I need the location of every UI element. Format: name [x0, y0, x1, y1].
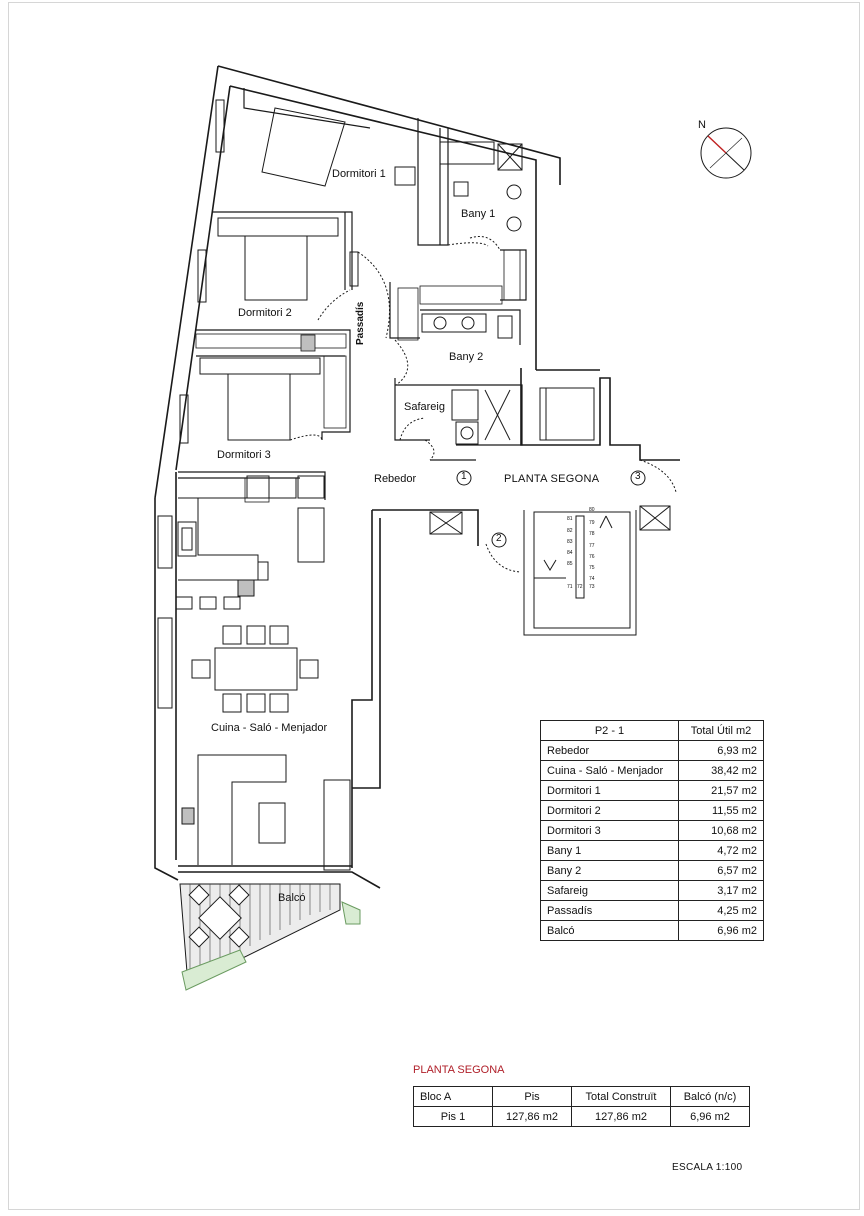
table-row — [541, 861, 764, 881]
bed-dormitori-3 — [200, 358, 322, 440]
label-dormitori-3: Dormitori 3 — [217, 449, 271, 461]
table-header-row — [541, 721, 764, 741]
room-area: 6,96 m2 — [679, 921, 764, 941]
table-cell: 6,96 m2 — [671, 1107, 750, 1127]
table-header-row — [414, 1087, 750, 1107]
table-header-cell: Total Útil m2 — [679, 721, 764, 741]
stair-number: 77 — [589, 543, 595, 549]
room-name: Safareig — [541, 881, 679, 901]
table-row — [541, 761, 764, 781]
label-safareig: Safareig — [404, 401, 445, 413]
table-row — [541, 821, 764, 841]
label-balco: Balcó — [278, 892, 306, 904]
stair-number: 74 — [589, 576, 595, 582]
bany-1-fixtures — [440, 142, 522, 246]
table-header-cell: Pis — [493, 1087, 572, 1107]
summary-table — [413, 1086, 750, 1127]
balcony — [180, 884, 360, 990]
room-area: 21,57 m2 — [679, 781, 764, 801]
stair-number: 76 — [589, 554, 595, 560]
summary-title: PLANTA SEGONA — [413, 1064, 505, 1076]
scale-label: ESCALA 1:100 — [672, 1162, 743, 1173]
room-area: 6,93 m2 — [679, 741, 764, 761]
table-cell: 127,86 m2 — [572, 1107, 671, 1127]
stair-number: 80 — [589, 507, 595, 513]
safareig-fixtures — [400, 390, 510, 444]
table-row — [541, 741, 764, 761]
table-header-cell: Balcó (n/c) — [671, 1087, 750, 1107]
label-passadis: Passadís — [355, 301, 366, 345]
room-area: 11,55 m2 — [679, 801, 764, 821]
stair-number: 73 — [589, 584, 595, 590]
areas-table — [540, 720, 764, 941]
north-compass-icon — [701, 128, 751, 178]
label-planta-segona: PLANTA SEGONA — [504, 473, 600, 485]
lift — [540, 388, 594, 440]
room-area: 38,42 m2 — [679, 761, 764, 781]
room-area: 3,17 m2 — [679, 881, 764, 901]
label-rebedor: Rebedor — [374, 473, 417, 485]
stair-number: 78 — [589, 531, 595, 537]
table-cell: Pis 1 — [414, 1107, 493, 1127]
room-area: 4,25 m2 — [679, 901, 764, 921]
room-name: Dormitori 3 — [541, 821, 679, 841]
room-name: Dormitori 2 — [541, 801, 679, 821]
bany-2-fixtures — [395, 314, 512, 385]
room-name: Balcó — [541, 921, 679, 941]
stair-number: 85 — [567, 561, 573, 567]
room-name: Cuina - Saló - Menjador — [541, 761, 679, 781]
stair-number: 71 — [567, 584, 573, 590]
table-row — [541, 841, 764, 861]
interior-walls — [178, 88, 526, 500]
marker-3: 3 — [635, 471, 641, 482]
table-row — [541, 801, 764, 821]
room-area: 10,68 m2 — [679, 821, 764, 841]
stair-number: 81 — [567, 516, 573, 522]
room-name: Bany 1 — [541, 841, 679, 861]
table-row — [541, 781, 764, 801]
stair-number: 79 — [589, 520, 595, 526]
label-dormitori-1: Dormitori 1 — [332, 168, 386, 180]
north-label: N — [698, 119, 706, 131]
stairwell — [425, 440, 676, 635]
room-name: Bany 2 — [541, 861, 679, 881]
kitchen — [176, 476, 324, 609]
stair-number: 83 — [567, 539, 573, 545]
dining-table — [192, 626, 318, 712]
marker-1: 1 — [461, 471, 467, 482]
marker-2: 2 — [496, 533, 502, 544]
label-bany-2: Bany 2 — [449, 351, 484, 363]
living-sofa — [182, 755, 286, 865]
table-header-cell: Total Construït — [572, 1087, 671, 1107]
label-dormitori-2: Dormitori 2 — [238, 307, 292, 319]
stair-number: 75 — [589, 565, 595, 571]
table-row — [414, 1107, 750, 1127]
table-header-cell: P2 - 1 — [541, 721, 679, 741]
stair-number: 82 — [567, 528, 573, 534]
label-bany-1: Bany 1 — [461, 208, 496, 220]
room-area: 4,72 m2 — [679, 841, 764, 861]
stair-number: 84 — [567, 550, 573, 556]
label-cuina-salo-menjador: Cuina - Saló - Menjador — [211, 722, 328, 734]
table-row — [541, 881, 764, 901]
table-row — [541, 921, 764, 941]
table-header-cell: Bloc A — [414, 1087, 493, 1107]
stair-number: 72 — [577, 584, 583, 590]
table-row — [541, 901, 764, 921]
room-name: Passadís — [541, 901, 679, 921]
room-area: 6,57 m2 — [679, 861, 764, 881]
room-name: Rebedor — [541, 741, 679, 761]
table-cell: 127,86 m2 — [493, 1107, 572, 1127]
bed-dormitori-1 — [262, 108, 468, 196]
room-name: Dormitori 1 — [541, 781, 679, 801]
